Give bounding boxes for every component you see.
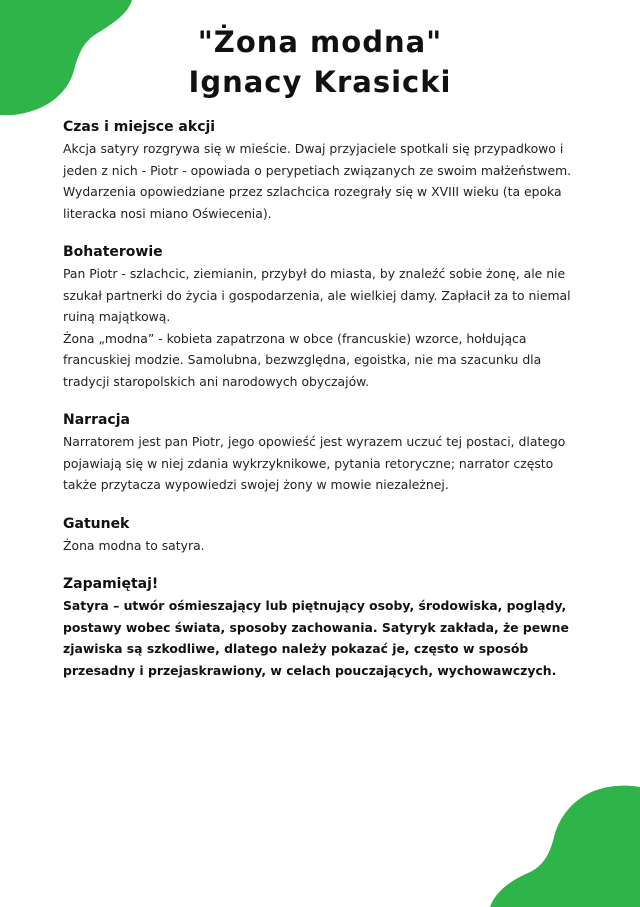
section-heading: Narracja <box>63 412 130 428</box>
section-paragraph: Żona modna to satyra. <box>63 537 205 553</box>
green-blob-shape-bottom <box>490 786 640 907</box>
remember-heading: Zapamiętaj! <box>63 576 159 592</box>
section-paragraph: Akcja satyry rozgrywa się w mieście. Dwaj przyjaciele spotkali się przypadkowo i jeden z nich - Piotr - opowiada o perypetiach związanych ze swoim małżeństwem. Wydarzenia opowiedziane przez szlachcica rozegrały się w XVIII wieku (ta epoka literacka nosi miano Oświecenia). <box>63 141 572 221</box>
document-body <box>63 116 583 698</box>
section-remember <box>63 573 583 681</box>
section-heading: Bohaterowie <box>63 244 163 260</box>
section-paragraph: Pan Piotr - szlachcic, ziemianin, przybył do miasta, by znaleźć sobie żonę, ale nie szukał partnerki do życia i gospodarzenia, ale wielkiej damy. Zapłacił za to niemal ruiną majątkową. <box>63 266 571 324</box>
section-time-place <box>63 116 583 224</box>
section-heading: Czas i miejsce akcji <box>63 119 216 135</box>
section-paragraph: Narratorem jest pan Piotr, jego opowieść jest wyrazem uczuć tej postaci, dlatego pojawiają się w niej zdania wykrzyknikowe, pytania retoryczne; narrator często także przytacza wypowiedzi swojej żony w mowie niezależnej. <box>63 434 566 492</box>
section-narration <box>63 409 583 496</box>
section-heading: Gatunek <box>63 515 130 532</box>
title-author-line: Ignacy Krasicki <box>188 65 452 99</box>
document-title <box>0 22 640 102</box>
green-blob-decoration-bottom <box>490 777 640 907</box>
title-quote-line: "Żona modna" <box>197 25 443 59</box>
section-characters <box>63 241 583 392</box>
section-genre <box>63 513 583 557</box>
section-paragraph: Żona „modna” - kobieta zapatrzona w obce (francuskie) wzorce, hołdująca francuskiej modzie. Samolubna, bezwzględna, egoistka, nie ma szacunku dla tradycji staropolskich ani narodowych obyczajów. <box>63 330 542 389</box>
remember-definition: Satyra – utwór ośmieszający lub piętnujący osoby, środowiska, poglądy, postawy wobec świata, sposoby zachowania. Satyryk zakłada, że pewne zjawiska są szkodliwe, dlatego należy pokazać je, często w sposób przesadny i przejaskrawiony, w celach pouczających, wychowawczych. <box>63 598 569 678</box>
